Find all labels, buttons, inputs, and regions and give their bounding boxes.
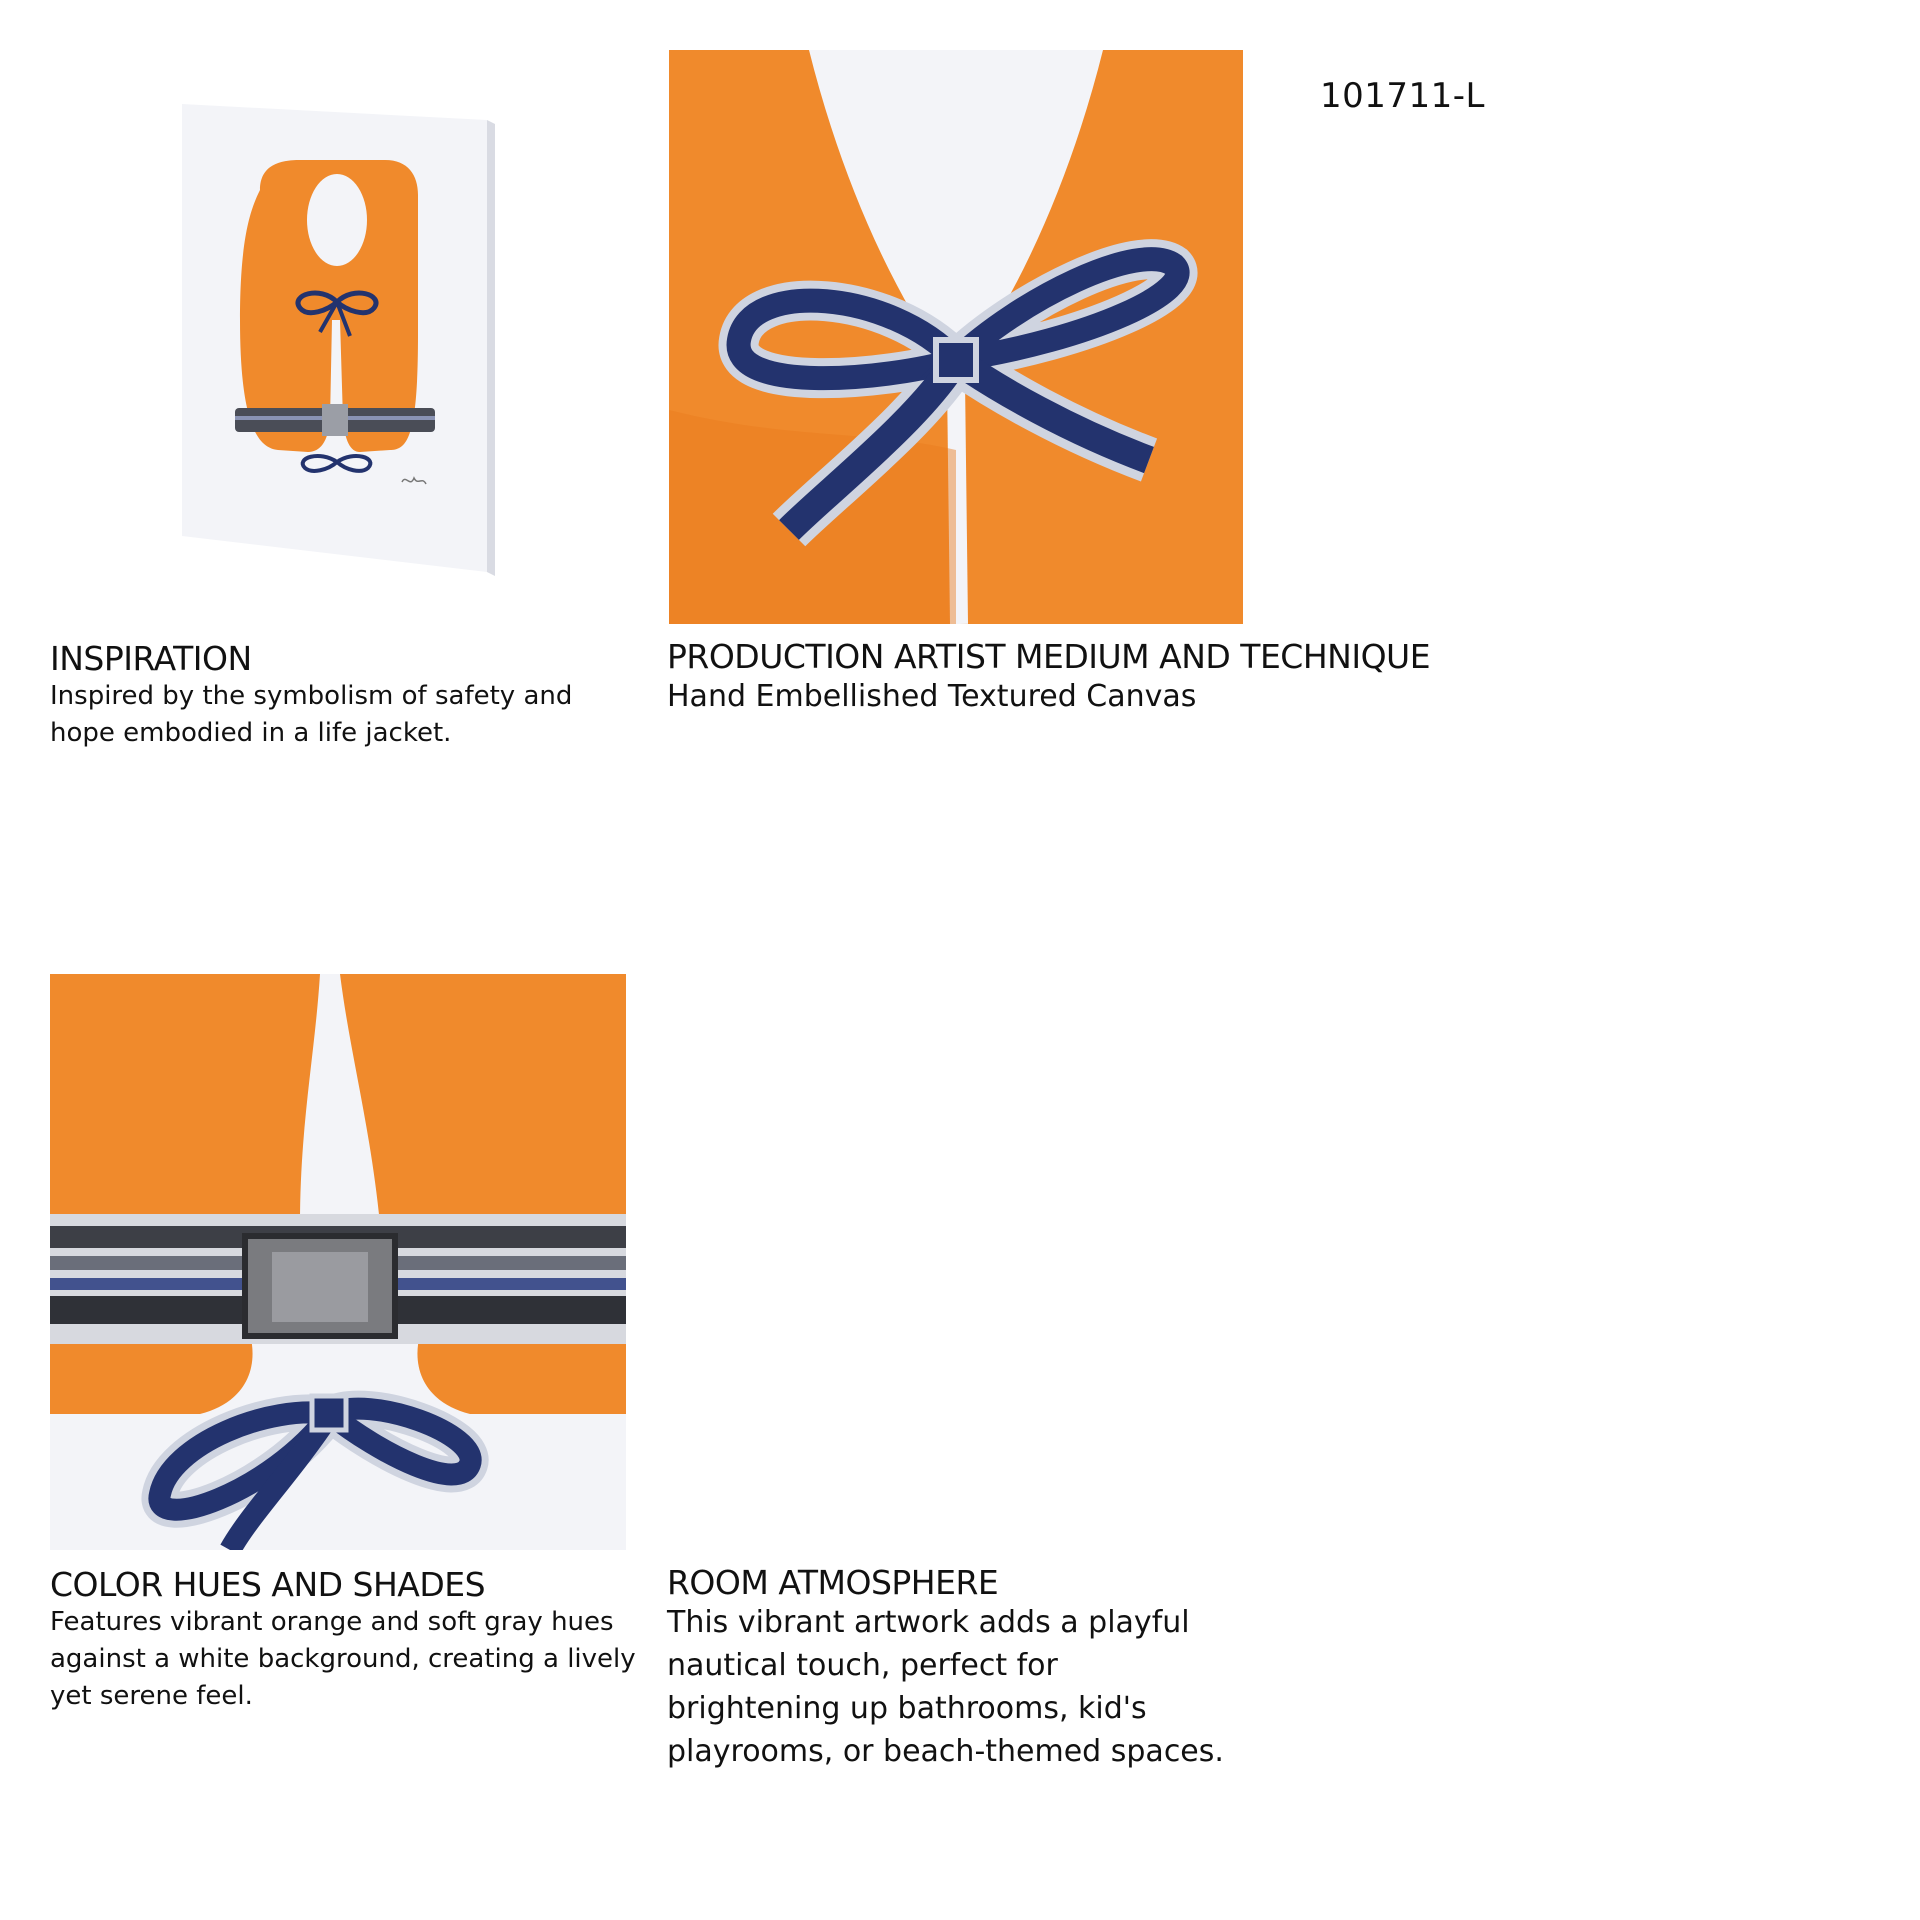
inspiration-body: Inspired by the symbolism of safety and hope embodied in a life jacket. bbox=[50, 680, 573, 749]
room-body: This vibrant artwork adds a playful nautical touch, perfect for brightening up bathrooms, kid's playrooms, or beach-themed spaces. bbox=[667, 1604, 1224, 1769]
product-sku: 101711-L bbox=[1320, 76, 1486, 116]
bow-detail-image bbox=[669, 50, 1243, 624]
production-heading: PRODUCTION ARTIST MEDIUM AND TECHNIQUE bbox=[667, 637, 1431, 676]
color-section bbox=[50, 1566, 640, 1715]
production-body: Hand Embellished Textured Canvas bbox=[667, 678, 1197, 714]
belt-detail-image bbox=[50, 974, 626, 1550]
room-section bbox=[667, 1564, 1227, 1774]
canvas-product-image bbox=[150, 90, 510, 580]
inspiration-heading: INSPIRATION bbox=[50, 639, 252, 678]
room-heading: ROOM ATMOSPHERE bbox=[667, 1563, 999, 1602]
production-section bbox=[667, 638, 1567, 719]
color-heading: COLOR HUES AND SHADES bbox=[50, 1565, 486, 1604]
inspiration-section bbox=[50, 640, 640, 752]
color-body: Features vibrant orange and soft gray hues against a white background, creating a lively yet serene feel. bbox=[50, 1606, 636, 1712]
